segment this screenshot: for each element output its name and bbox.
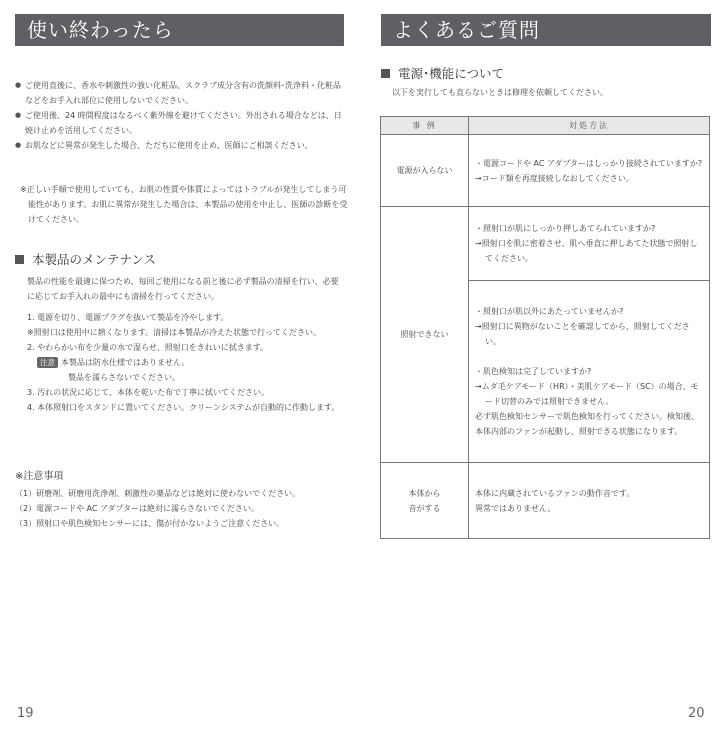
table-row [381, 463, 710, 539]
page-number-left: 19 [17, 706, 34, 721]
solution-line: ・電源コードや AC アダプターはしっかり接続されていますか? [475, 158, 703, 168]
step-2-warning-2: 製品を濡らさないでください。 [68, 373, 180, 382]
square-bullet-icon [381, 69, 390, 78]
caution-badge: 注意 [37, 357, 58, 368]
solution-cell [469, 207, 710, 281]
maintenance-title: 本製品のメンテナンス [32, 252, 157, 267]
step-2-warning-1: 本製品は防水仕様ではありません。 [61, 358, 190, 367]
power-function-title: 電源･機能について [398, 66, 505, 81]
list-item: ● ご使用後、24 時間程度はなるべく紫外線を避けてください。外出される場合などは、日焼け止めを活用してください。 [15, 108, 345, 138]
solution-line: 本体に内蔵されているファンの動作音です。 [475, 488, 635, 498]
banner-faq: よくあるご質問 [381, 14, 711, 46]
after-use-list [15, 78, 345, 153]
header-case: 事 例 [381, 117, 469, 135]
page-number-right: 20 [688, 706, 705, 721]
skin-trouble-note: ※正しい手順で使用していても、お肌の性質や体質によってはトラブルが発生してしまう可能性があります。お肌に異常が発生した場合は、本製品の使用を中止し、医師の診断を受けてください。 [20, 185, 348, 224]
solution-line: ・照射口が肌以外にあたっていませんか? [475, 307, 624, 316]
solution-line: 必ず肌色検知センサーで肌色検知を行ってください。検知後、本体内部のファンが起動し、照射できる状態になります。 [475, 412, 699, 436]
solution-line: →照射口を肌に密着させ、肌へ垂直に押しあてた状態で照射してください。 [475, 239, 698, 263]
list-item: ● ご使用直後に、香水や刺激性の強い化粧品、スクラブ成分含有の洗顔料･洗浄料・化粧品などをお手入れ部位に使用しないでください。 [15, 78, 345, 108]
maintenance-steps [27, 310, 342, 415]
case-cannot-irradiate: 照射できない [381, 207, 469, 463]
solution-line: ・照射口が肌にしっかり押しあてられていますか? [475, 224, 656, 233]
step-2: 2. やわらかい布を少量の水で湿らせ、照射口をきれいに拭きます。 [27, 343, 269, 352]
step-1-note: ※照射口は使用中に熱くなります。清掃は本製品が冷えた状態で行ってください。 [27, 328, 322, 337]
case-no-power: 電源が入らない [381, 135, 469, 207]
solution-line: ・肌色検知は完了していますか? [475, 367, 592, 376]
step-4: 4. 本体照射口をスタンドに置いてください。クリーンシステムが自動的に作動します。 [27, 403, 340, 412]
solution-cell [469, 463, 710, 539]
step-3: 3. 汚れの状況に応じて、本体を乾いた布で丁寧に拭いてください。 [27, 388, 270, 397]
power-function-heading [381, 64, 504, 82]
solution-line: →ムダ毛ケアモード（HR）・美肌ケアモード（SC）の場合、モード切替のみでは照射できません。 [475, 382, 699, 406]
page-19 [0, 0, 361, 737]
table-row [381, 135, 710, 207]
faq-intro: 以下を実行しても直らないときは修理を依頼してください。 [392, 88, 608, 97]
list-item: （3）照射口や肌色検知センサーには、傷が付かないようご注意ください。 [15, 519, 285, 528]
maintenance-intro: 製品の性能を最適に保つため、毎回ご使用になる前と後に必ず製品の清掃を行い、必要に応じてお手入れの最中にも清掃を行ってください。 [27, 277, 339, 301]
table-row [381, 207, 710, 281]
case-noise-line-2: 音がする [408, 503, 441, 513]
solution-cell [469, 281, 710, 463]
banner-after-use: 使い終わったら [15, 14, 344, 46]
solution-line: 異常ではありません。 [475, 503, 556, 513]
caution-title: ※注意事項 [15, 471, 64, 482]
maintenance-heading [15, 250, 156, 268]
case-noise [381, 463, 469, 539]
solution-line: →コード類を再度接続しなおしてください。 [475, 173, 634, 183]
step-2-warning [27, 355, 342, 370]
list-item: ● お肌などに異常が発生した場合、ただちに使用を止め、医師にご相談ください。 [15, 138, 345, 153]
caution-list [15, 486, 350, 531]
solution-cell [469, 135, 710, 207]
step-1: 1. 電源を切り、電源プラグを抜いて製品を冷やします。 [27, 313, 229, 322]
list-item: （2）電源コードや AC アダプターは絶対に濡らさないでください。 [15, 504, 259, 513]
solution-line: →照射口に異物がないことを確認してから、照射してください。 [475, 322, 690, 346]
table-header-row [381, 117, 710, 135]
header-solution: 対処方法 [469, 117, 710, 135]
square-bullet-icon [15, 255, 24, 264]
case-noise-line-1: 本体から [408, 488, 441, 498]
faq-table [380, 116, 710, 539]
list-item: （1）研磨剤、研磨用洗浄剤、刺激性の薬品などは絶対に使わないでください。 [15, 489, 301, 498]
